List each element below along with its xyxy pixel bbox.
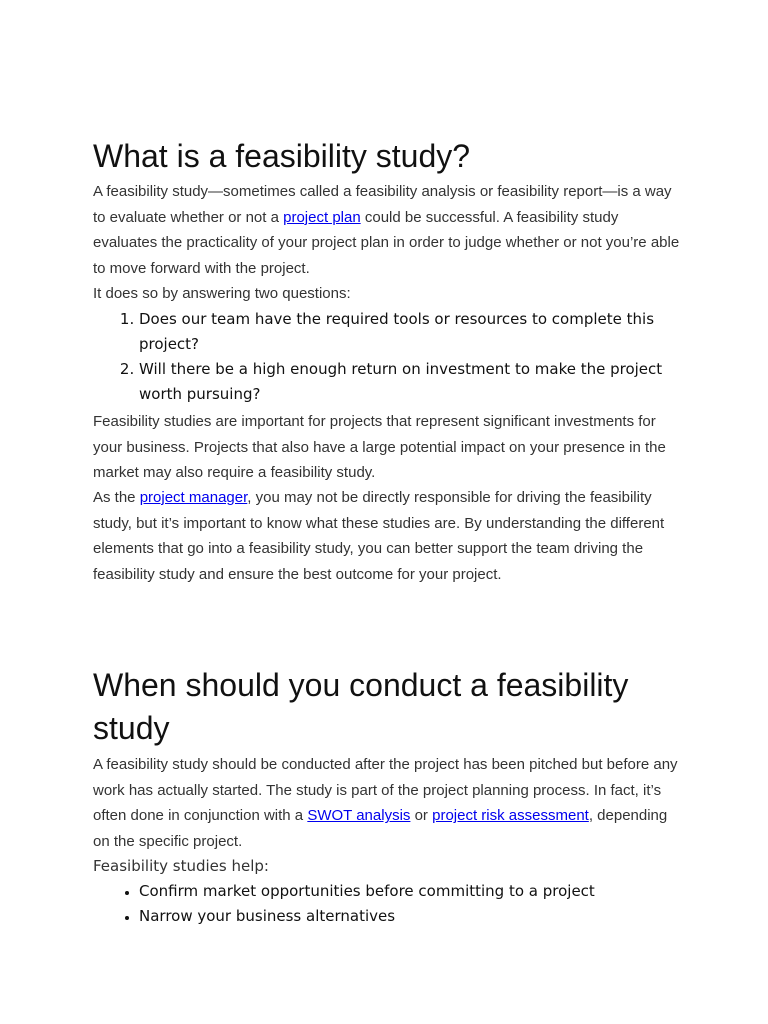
list-item: 2. Will there be a high enough return on investment to make the project worth pursuing? — [139, 357, 683, 407]
section-heading-when: When should you conduct a feasibility study — [93, 667, 629, 746]
project-manager-link[interactable]: project manager — [139, 489, 248, 506]
swot-analysis-link[interactable]: SWOT analysis — [307, 807, 411, 825]
paragraph-definition — [93, 179, 683, 281]
section-heading-what-is: What is a feasibility study? — [93, 138, 471, 174]
project-risk-assessment-link[interactable]: project risk assessment — [432, 807, 589, 825]
list-item: 1. Does our team have the required tools or resources to complete this project? — [139, 307, 683, 357]
paragraph-project-manager — [93, 485, 683, 587]
paragraph-text: A feasibility study—sometimes called a feasibility analysis or feasibility report—is a way to evaluate whether or not a — [93, 183, 672, 226]
paragraph-help-intro: Feasibility studies help: — [93, 857, 269, 875]
paragraph-when — [93, 752, 683, 854]
paragraph-text: , depending on the specific project. — [93, 807, 668, 850]
list-item: • Narrow your business alternatives — [139, 904, 683, 929]
project-plan-link[interactable]: project plan — [283, 208, 361, 226]
list-item: • Confirm market opportunities before committing to a project — [139, 879, 683, 904]
paragraph-text: or — [410, 807, 433, 825]
paragraph-text: As the — [93, 489, 140, 506]
paragraph-importance: Feasibility studies are important for projects that represent significant investments for your business. Projects that also have a large potential impact on your presence in the market may also require a feasibility study. — [93, 413, 666, 482]
questions-list — [93, 307, 683, 407]
paragraph-text: could be successful. A feasibility study evaluates the practicality of your project plan in order to judge whether or not you’re able to move forward with the project. — [93, 208, 680, 277]
benefits-list — [93, 879, 683, 929]
paragraph-intro-questions: It does so by answering two questions: — [93, 285, 351, 302]
paragraph-text: A feasibility study should be conducted after the project has been pitched but before any work has actually started. The study is part of the project planning process. In fact, it’s often done in conjunction with a — [93, 756, 678, 825]
paragraph-text: , you may not be directly responsible for driving the feasibility study, but it’s important to know what these studies are. By understanding the different elements that go into a feasibility study, you can better support the team driving the feasibility study and ensure the best outcome for your project. — [93, 489, 665, 583]
